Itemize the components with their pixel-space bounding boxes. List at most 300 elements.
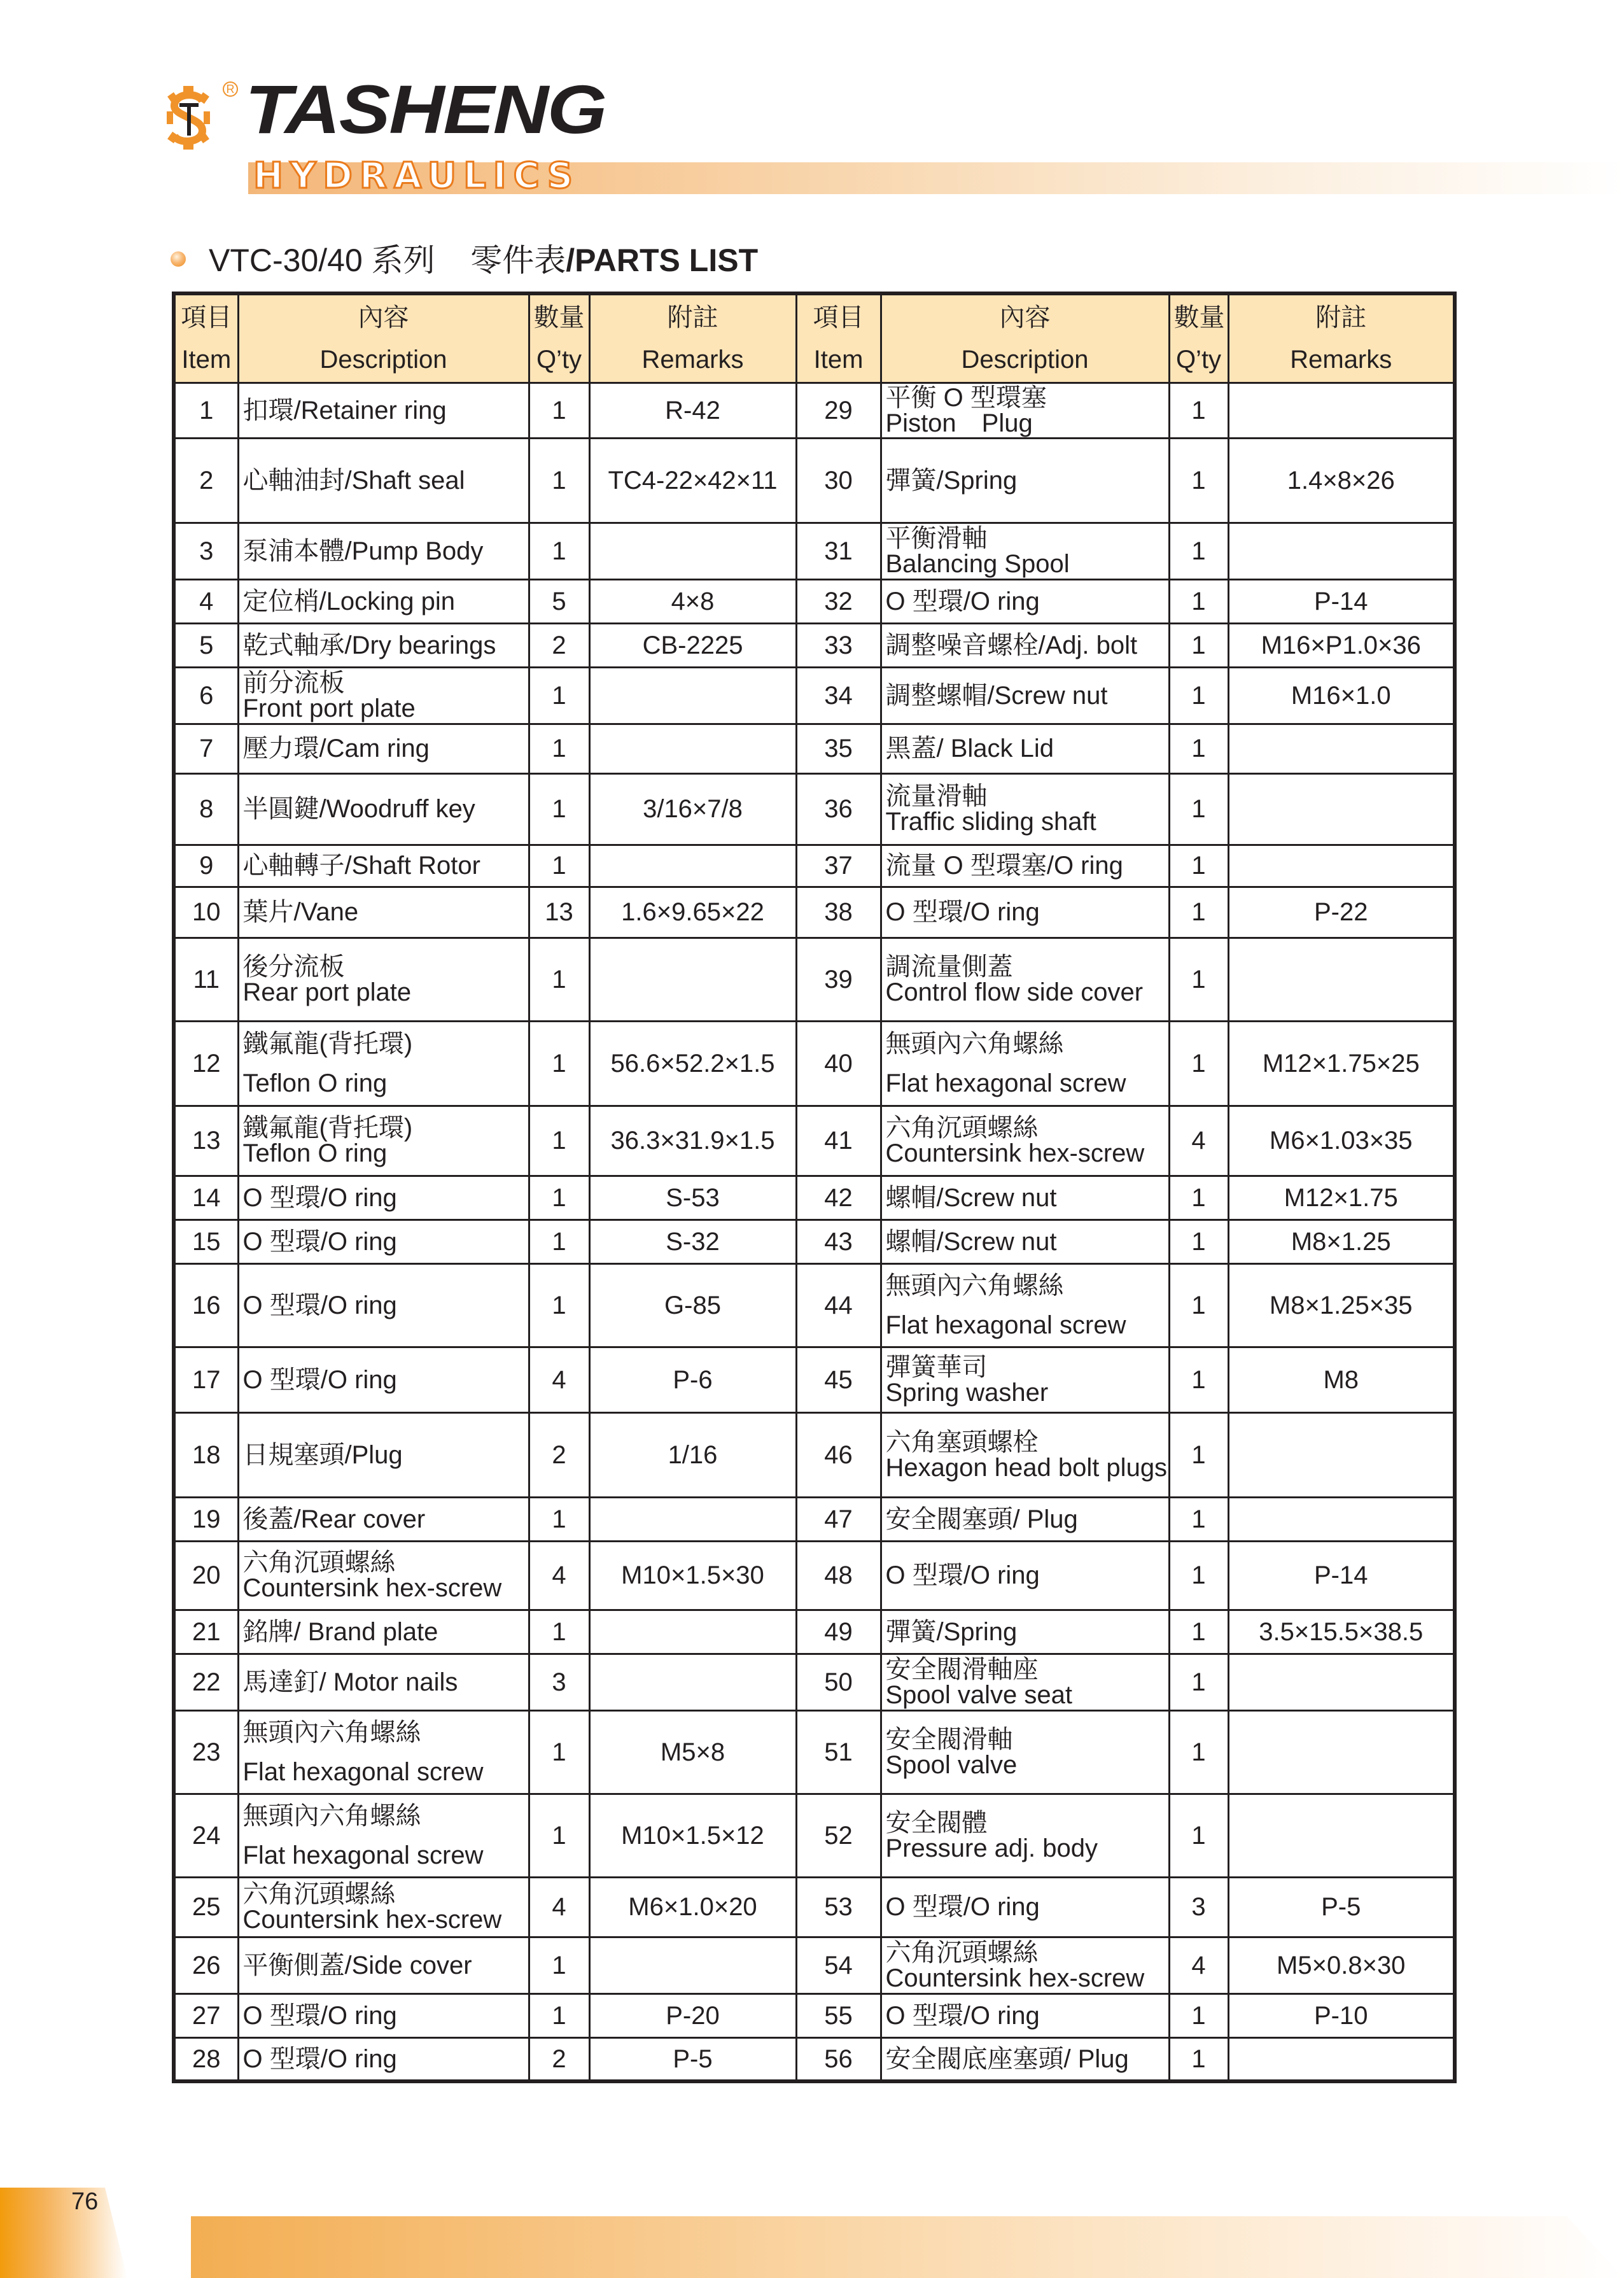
description-zh: 後分流板 [242,952,345,981]
table-row [174,845,1455,887]
description-zh: 螺帽/Screw nut [885,1227,1057,1256]
item-number: 1 [174,383,238,438]
item-remarks: R-42 [589,383,796,438]
item-description [881,1220,1169,1263]
description-zh: 安全閥滑軸 [885,1725,1013,1754]
item-remarks: M16×1.0 [1228,667,1455,724]
item-number: 28 [174,2037,238,2081]
description-en: Teflon O ring [242,1139,388,1167]
table-row [174,1021,1455,1106]
item-quantity: 1 [1169,1347,1228,1412]
item-description [881,1106,1169,1176]
item-quantity: 1 [1169,1176,1228,1220]
item-number: 34 [796,667,881,724]
table-row [174,1412,1455,1497]
item-remarks [589,1937,796,1993]
item-quantity: 1 [529,383,589,438]
item-number: 31 [796,523,881,579]
item-quantity: 1 [1169,1541,1228,1610]
item-quantity: 1 [529,724,589,773]
item-quantity: 1 [529,1610,589,1654]
header-item: 項目 Item [174,293,238,383]
table-row [174,1497,1455,1541]
title-en: /PARTS LIST [566,243,759,278]
item-remarks: M6×1.0×20 [589,1877,796,1937]
brand-name: TASHENG [245,71,606,148]
item-number: 9 [174,845,238,887]
description-zh: O 型環/O ring [885,898,1040,926]
item-description [881,1263,1169,1347]
item-description [238,579,529,623]
item-number: 17 [174,1347,238,1412]
gear-st-logo-icon [167,86,210,150]
item-description [238,773,529,845]
description-zh: O 型環/O ring [242,1183,397,1212]
item-quantity: 3 [529,1654,589,1710]
item-number: 2 [174,438,238,523]
page-title [209,244,758,276]
item-quantity: 1 [1169,724,1228,773]
item-number: 32 [796,579,881,623]
description-zh: 六角塞頭螺栓 [885,1428,1039,1456]
item-remarks: P-6 [589,1347,796,1412]
item-quantity: 1 [1169,523,1228,579]
item-remarks: 3.5×15.5×38.5 [1228,1610,1455,1654]
description-zh: 乾式軸承/Dry bearings [242,631,496,659]
item-quantity: 1 [1169,667,1228,724]
item-description [881,1412,1169,1497]
item-quantity: 1 [529,1937,589,1993]
item-quantity: 1 [1169,887,1228,938]
item-description [881,845,1169,887]
item-number: 45 [796,1347,881,1412]
description-zh: O 型環/O ring [242,2044,397,2073]
item-number: 36 [796,773,881,845]
item-quantity: 1 [529,1263,589,1347]
item-quantity: 1 [529,845,589,887]
item-description [238,938,529,1021]
item-description [238,667,529,724]
item-remarks [589,938,796,1021]
item-number: 22 [174,1654,238,1710]
description-en: Countersink hex-screw [885,1139,1145,1167]
description-zh: 前分流板 [242,668,345,697]
title-zh: 零件表 [470,243,566,278]
item-number: 15 [174,1220,238,1263]
item-number: 5 [174,623,238,667]
item-number: 50 [796,1654,881,1710]
item-number: 44 [796,1263,881,1347]
item-number: 33 [796,623,881,667]
item-quantity: 1 [1169,1610,1228,1654]
item-remarks: M10×1.5×30 [589,1541,796,1610]
header-item: 項目 Item [796,293,881,383]
item-remarks [589,1497,796,1541]
item-quantity: 2 [529,2037,589,2081]
description-zh: O 型環/O ring [885,2001,1040,2030]
table-row [174,1541,1455,1610]
item-description [881,623,1169,667]
item-number: 7 [174,724,238,773]
item-quantity: 1 [1169,1993,1228,2037]
item-remarks: 1.6×9.65×22 [589,887,796,938]
description-zh: 日規塞頭/Plug [242,1440,403,1469]
item-quantity: 2 [529,1412,589,1497]
item-quantity: 1 [1169,623,1228,667]
item-description [238,523,529,579]
item-description [238,1610,529,1654]
description-zh: 無頭內六角螺絲 [242,1718,421,1747]
item-description [881,1021,1169,1106]
description-zh: 流量 O 型環塞/O ring [885,852,1123,880]
item-description [238,1993,529,2037]
item-description [238,383,529,438]
item-remarks [1228,1794,1455,1877]
item-remarks: P-5 [589,2037,796,2081]
header-remarks: 附註 Remarks [1228,293,1455,383]
item-number: 29 [796,383,881,438]
item-quantity: 1 [529,523,589,579]
description-zh: 無頭內六角螺絲 [885,1271,1064,1300]
description-zh: 安全閥滑軸座 [885,1655,1039,1684]
item-remarks: 56.6×52.2×1.5 [589,1021,796,1106]
item-remarks: 36.3×31.9×1.5 [589,1106,796,1176]
item-description [238,1347,529,1412]
item-number: 51 [796,1710,881,1794]
item-number: 27 [174,1993,238,2037]
item-number: 14 [174,1176,238,1220]
item-description [238,438,529,523]
description-zh: 扣環/Retainer ring [242,396,447,425]
item-description [881,1654,1169,1710]
item-remarks [1228,523,1455,579]
item-number: 24 [174,1794,238,1877]
description-en: Countersink hex-screw [242,1906,502,1934]
description-zh: 半圓鍵/Woodruff key [242,795,475,823]
item-quantity: 1 [1169,1794,1228,1877]
item-description [881,773,1169,845]
description-zh: 壓力環/Cam ring [242,735,430,763]
table-row [174,1877,1455,1937]
table-row [174,938,1455,1021]
description-zh: 銘牌/ Brand plate [242,1617,438,1646]
item-description [238,1937,529,1993]
item-description [238,1794,529,1877]
item-description [881,1877,1169,1937]
item-remarks: M8 [1228,1347,1455,1412]
item-quantity: 1 [1169,845,1228,887]
item-remarks: P-5 [1228,1877,1455,1937]
description-en: Countersink hex-screw [242,1574,502,1602]
item-quantity: 1 [529,1993,589,2037]
item-remarks [1228,1497,1455,1541]
description-zh: 心軸轉子/Shaft Rotor [242,852,480,880]
item-remarks: 4×8 [589,579,796,623]
table-row [174,1347,1455,1412]
item-remarks: M8×1.25×35 [1228,1263,1455,1347]
item-quantity: 1 [529,1106,589,1176]
footer-orange-band [191,2216,1624,2278]
item-number: 56 [796,2037,881,2081]
description-zh: 彈簧華司 [885,1353,988,1381]
item-number: 35 [796,724,881,773]
item-description [238,623,529,667]
item-description [238,1106,529,1176]
item-description [881,724,1169,773]
item-quantity: 1 [529,1497,589,1541]
item-description [238,724,529,773]
description-zh: 馬達釘/ Motor nails [242,1668,458,1696]
item-quantity: 4 [529,1347,589,1412]
item-number: 47 [796,1497,881,1541]
item-description [238,1654,529,1710]
table-row [174,2037,1455,2081]
item-number: 41 [796,1106,881,1176]
table-row [174,1610,1455,1654]
table-row [174,1654,1455,1710]
item-number: 39 [796,938,881,1021]
item-remarks: M6×1.03×35 [1228,1106,1455,1176]
item-quantity: 1 [1169,1263,1228,1347]
page-number: 76 [71,2188,99,2215]
description-en: Flat hexagonal screw [885,1311,1126,1339]
header-description: 內容 Description [238,293,529,383]
item-remarks [1228,383,1455,438]
description-zh: O 型環/O ring [885,1561,1040,1589]
table-row [174,383,1455,438]
description-zh: 泵浦本體/Pump Body [242,537,484,565]
item-description [881,579,1169,623]
item-quantity: 1 [529,1176,589,1220]
item-description [881,1347,1169,1412]
description-zh: O 型環/O ring [885,1893,1040,1921]
item-number: 4 [174,579,238,623]
description-zh: 後蓋/Rear cover [242,1505,426,1533]
item-remarks [1228,724,1455,773]
description-zh: 六角沉頭螺絲 [242,1549,396,1577]
item-description [881,1176,1169,1220]
description-zh: 鐵氟龍(背托環) [242,1114,413,1142]
item-quantity: 1 [529,1021,589,1106]
parts-table [172,292,1457,2083]
item-description [238,1497,529,1541]
item-number: 19 [174,1497,238,1541]
item-remarks: CB-2225 [589,623,796,667]
description-zh: 平衡滑軸 [885,524,988,552]
table-row [174,1263,1455,1347]
registered-mark: R [223,81,238,97]
item-remarks [589,845,796,887]
item-description [881,1993,1169,2037]
item-description [881,667,1169,724]
item-number: 21 [174,1610,238,1654]
item-number: 23 [174,1710,238,1794]
footer-page-tab [0,2188,127,2278]
item-number: 49 [796,1610,881,1654]
item-remarks: M10×1.5×12 [589,1794,796,1877]
item-number: 54 [796,1937,881,1993]
item-remarks: M5×0.8×30 [1228,1937,1455,1993]
item-quantity: 13 [529,887,589,938]
item-description [881,1937,1169,1993]
description-en: Front port plate [242,694,416,722]
table-row [174,1710,1455,1794]
description-zh: 平衡側蓋/Side cover [242,1951,472,1979]
description-zh: 無頭內六角螺絲 [885,1029,1064,1058]
item-description [881,523,1169,579]
item-quantity: 1 [1169,1497,1228,1541]
table-row [174,1794,1455,1877]
item-description [238,887,529,938]
item-remarks: 1/16 [589,1412,796,1497]
item-remarks: S-53 [589,1176,796,1220]
item-quantity: 1 [529,438,589,523]
description-en: Rear port plate [242,978,412,1006]
item-remarks [589,724,796,773]
item-description [881,887,1169,938]
description-zh: 調整噪音螺栓/Adj. bolt [885,631,1138,659]
item-remarks [1228,2037,1455,2081]
description-zh: O 型環/O ring [242,2001,397,2030]
item-quantity: 1 [529,1794,589,1877]
item-remarks [589,1610,796,1654]
item-description [238,1541,529,1610]
item-remarks: P-14 [1228,579,1455,623]
table-header-row [174,293,1455,383]
item-number: 53 [796,1877,881,1937]
description-en: Teflon O ring [242,1069,388,1097]
item-description [881,438,1169,523]
item-quantity: 1 [529,773,589,845]
item-description [238,1877,529,1937]
item-number: 25 [174,1877,238,1937]
item-number: 42 [796,1176,881,1220]
description-en: Countersink hex-screw [885,1964,1145,1992]
item-remarks: S-32 [589,1220,796,1263]
item-number: 48 [796,1541,881,1610]
description-zh: 六角沉頭螺絲 [885,1938,1039,1967]
item-description [881,1497,1169,1541]
item-description [881,938,1169,1021]
orange-circle-bullet-icon [171,251,186,267]
item-number: 18 [174,1412,238,1497]
item-quantity: 1 [529,1220,589,1263]
item-description [238,1263,529,1347]
header-qty: 數量 Q’ty [1169,293,1228,383]
item-quantity: 2 [529,623,589,667]
description-zh: O 型環/O ring [242,1365,397,1394]
description-zh: 調整螺帽/Screw nut [885,681,1108,710]
item-description [238,2037,529,2081]
description-zh: O 型環/O ring [885,587,1040,615]
item-number: 38 [796,887,881,938]
sub-brand: HYDRAULICS [253,155,580,197]
description-en: Flat hexagonal screw [885,1069,1126,1097]
description-en: Control flow side cover [885,978,1144,1006]
description-zh: 葉片/Vane [242,898,359,926]
item-remarks: M12×1.75×25 [1228,1021,1455,1106]
item-remarks: P-22 [1228,887,1455,938]
description-zh: 平衡 O 型環塞 [885,383,1047,412]
item-number: 20 [174,1541,238,1610]
item-quantity: 4 [1169,1937,1228,1993]
description-en: Piston Plug [885,409,1033,437]
description-zh: 鐵氟龍(背托環) [242,1029,413,1058]
item-description [238,1412,529,1497]
item-number: 52 [796,1794,881,1877]
table-row [174,1106,1455,1176]
table-row [174,623,1455,667]
item-number: 16 [174,1263,238,1347]
item-quantity: 1 [1169,2037,1228,2081]
description-zh: 調流量側蓋 [885,952,1013,981]
description-zh: 安全閥塞頭/ Plug [885,1505,1078,1533]
item-remarks [1228,1654,1455,1710]
item-description [881,383,1169,438]
item-remarks: P-14 [1228,1541,1455,1610]
description-en: Balancing Spool [885,549,1070,578]
item-remarks: G-85 [589,1263,796,1347]
description-zh: 彈簧/Spring [885,1617,1018,1646]
table-row [174,773,1455,845]
item-quantity: 4 [1169,1106,1228,1176]
description-en: Flat hexagonal screw [242,1841,484,1869]
description-zh: 心軸油封/Shaft seal [242,466,465,495]
item-quantity: 1 [1169,438,1228,523]
item-remarks: 3/16×7/8 [589,773,796,845]
description-en: Pressure adj. body [885,1834,1098,1862]
table-row [174,1176,1455,1220]
item-remarks: M5×8 [589,1710,796,1794]
item-description [238,1710,529,1794]
header-description: 內容 Description [881,293,1169,383]
item-number: 12 [174,1021,238,1106]
item-remarks [1228,1710,1455,1794]
item-number: 11 [174,938,238,1021]
description-en: Flat hexagonal screw [242,1757,484,1786]
item-number: 43 [796,1220,881,1263]
header-qty: 數量 Q’ty [529,293,589,383]
item-quantity: 1 [1169,773,1228,845]
item-description [238,1220,529,1263]
description-zh: 安全閥底座塞頭/ Plug [885,2044,1129,2073]
table-row [174,1937,1455,1993]
table-row [174,667,1455,724]
item-remarks: TC4-22×42×11 [589,438,796,523]
item-quantity: 1 [1169,1021,1228,1106]
item-number: 13 [174,1106,238,1176]
item-description [881,1610,1169,1654]
item-number: 3 [174,523,238,579]
description-zh: 黑蓋/ Black Lid [885,735,1054,763]
item-quantity: 1 [1169,938,1228,1021]
item-number: 30 [796,438,881,523]
item-description [238,1021,529,1106]
item-number: 26 [174,1937,238,1993]
item-quantity: 1 [1169,1220,1228,1263]
series-label: VTC-30/40 系列 [209,243,435,278]
description-zh: 安全閥體 [885,1808,988,1837]
table-row [174,887,1455,938]
item-description [881,1794,1169,1877]
description-en: Spool valve [885,1750,1018,1779]
description-en: Traffic sliding shaft [885,808,1096,836]
item-description [238,845,529,887]
table-row [174,579,1455,623]
description-zh: 無頭內六角螺絲 [242,1801,421,1830]
description-zh: 彈簧/Spring [885,466,1018,495]
item-quantity: 1 [1169,579,1228,623]
